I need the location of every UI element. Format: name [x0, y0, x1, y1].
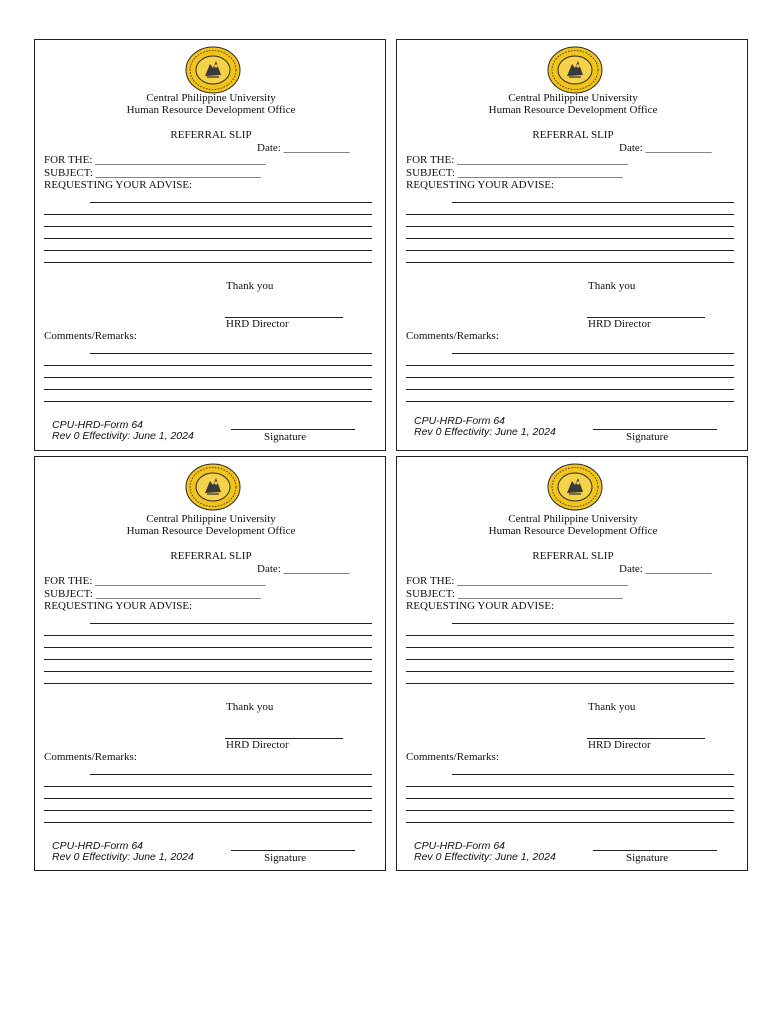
- advise-line[interactable]: [44, 671, 372, 672]
- form-code: CPU-HRD-Form 64: [52, 840, 144, 852]
- advise-line[interactable]: [406, 683, 734, 684]
- advise-line[interactable]: [44, 659, 372, 660]
- comments-line[interactable]: [406, 377, 734, 378]
- form-code: CPU-HRD-Form 64: [414, 840, 506, 852]
- comments-line[interactable]: [44, 798, 372, 799]
- thank-you-text: Thank you: [588, 701, 636, 713]
- hrd-director-label: HRD Director: [226, 318, 289, 330]
- comments-line[interactable]: [452, 353, 734, 354]
- university-name: Central Philippine University: [146, 92, 276, 104]
- effectivity-text: Rev 0 Effectivity: June 1, 2024: [414, 851, 556, 863]
- effectivity-text: Rev 0 Effectivity: June 1, 2024: [52, 851, 194, 863]
- form-code: CPU-HRD-Form 64: [52, 419, 144, 431]
- comments-line[interactable]: [44, 810, 372, 811]
- signature-label: Signature: [264, 852, 307, 864]
- advise-line[interactable]: [406, 250, 734, 251]
- referral-slip-2: [396, 39, 748, 451]
- advise-label: REQUESTING YOUR ADVISE:: [44, 600, 193, 612]
- signature-label: Signature: [626, 431, 669, 443]
- advise-line[interactable]: [406, 635, 734, 636]
- hrd-director-label: HRD Director: [588, 739, 651, 751]
- university-seal-icon: [185, 46, 241, 94]
- referral-slip-1: [34, 39, 386, 451]
- advise-line[interactable]: [406, 659, 734, 660]
- comments-label: Comments/Remarks:: [406, 330, 499, 342]
- advise-line[interactable]: [452, 623, 734, 624]
- advise-line[interactable]: [44, 647, 372, 648]
- signature-line[interactable]: [593, 429, 717, 430]
- university-seal-icon: [547, 46, 603, 94]
- comments-line[interactable]: [44, 786, 372, 787]
- advise-line[interactable]: [406, 647, 734, 648]
- comments-line[interactable]: [406, 401, 734, 402]
- advise-line[interactable]: [44, 226, 372, 227]
- thank-you-text: Thank you: [226, 701, 274, 713]
- comments-line[interactable]: [44, 822, 372, 823]
- date-field[interactable]: Date: ____________: [619, 563, 712, 575]
- advise-line[interactable]: [90, 623, 372, 624]
- hrd-director-label: HRD Director: [588, 318, 651, 330]
- comments-label: Comments/Remarks:: [406, 751, 499, 763]
- comments-line[interactable]: [406, 810, 734, 811]
- hrd-director-signature-line[interactable]: [587, 317, 705, 318]
- advise-line[interactable]: [44, 683, 372, 684]
- signature-line[interactable]: [593, 850, 717, 851]
- comments-line[interactable]: [406, 389, 734, 390]
- date-field[interactable]: Date: ____________: [257, 563, 350, 575]
- hrd-director-signature-line[interactable]: [587, 738, 705, 739]
- university-seal-icon: [547, 463, 603, 511]
- subject-field[interactable]: SUBJECT: ______________________________: [406, 167, 623, 179]
- referral-slip-3: [34, 456, 386, 871]
- signature-label: Signature: [264, 431, 307, 443]
- comments-line[interactable]: [44, 401, 372, 402]
- form-code: CPU-HRD-Form 64: [414, 415, 506, 427]
- for-the-field[interactable]: FOR THE: _______________________________: [406, 575, 628, 587]
- office-name: Human Resource Development Office: [488, 525, 658, 537]
- advise-line[interactable]: [44, 262, 372, 263]
- date-field[interactable]: Date: ____________: [619, 142, 712, 154]
- comments-line[interactable]: [452, 774, 734, 775]
- comments-line[interactable]: [44, 389, 372, 390]
- signature-label: Signature: [626, 852, 669, 864]
- effectivity-text: Rev 0 Effectivity: June 1, 2024: [414, 426, 556, 438]
- hrd-director-label: HRD Director: [226, 739, 289, 751]
- office-name: Human Resource Development Office: [488, 104, 658, 116]
- comments-line[interactable]: [406, 786, 734, 787]
- for-the-field[interactable]: FOR THE: _______________________________: [406, 154, 628, 166]
- advise-label: REQUESTING YOUR ADVISE:: [406, 179, 555, 191]
- university-name: Central Philippine University: [146, 513, 276, 525]
- advise-line[interactable]: [406, 262, 734, 263]
- office-name: Human Resource Development Office: [126, 525, 296, 537]
- thank-you-text: Thank you: [588, 280, 636, 292]
- effectivity-text: Rev 0 Effectivity: June 1, 2024: [52, 430, 194, 442]
- thank-you-text: Thank you: [226, 280, 274, 292]
- advise-label: REQUESTING YOUR ADVISE:: [406, 600, 555, 612]
- slip-title: REFERRAL SLIP: [170, 129, 252, 141]
- subject-field[interactable]: SUBJECT: ______________________________: [406, 588, 623, 600]
- comments-line[interactable]: [44, 377, 372, 378]
- comments-line[interactable]: [406, 822, 734, 823]
- advise-line[interactable]: [44, 214, 372, 215]
- advise-line[interactable]: [406, 238, 734, 239]
- advise-line[interactable]: [44, 250, 372, 251]
- signature-line[interactable]: [231, 850, 355, 851]
- advise-line[interactable]: [44, 238, 372, 239]
- advise-label: REQUESTING YOUR ADVISE:: [44, 179, 193, 191]
- advise-line[interactable]: [406, 214, 734, 215]
- university-seal-icon: [185, 463, 241, 511]
- comments-line[interactable]: [406, 365, 734, 366]
- date-field[interactable]: Date: ____________: [257, 142, 350, 154]
- comments-label: Comments/Remarks:: [44, 330, 137, 342]
- for-the-field[interactable]: FOR THE: _______________________________: [44, 154, 266, 166]
- hrd-director-signature-line[interactable]: [225, 738, 343, 739]
- advise-line[interactable]: [44, 635, 372, 636]
- subject-field[interactable]: SUBJECT: ______________________________: [44, 588, 261, 600]
- comments-label: Comments/Remarks:: [44, 751, 137, 763]
- for-the-field[interactable]: FOR THE: _______________________________: [44, 575, 266, 587]
- slip-title: REFERRAL SLIP: [532, 550, 614, 562]
- advise-line[interactable]: [406, 226, 734, 227]
- university-name: Central Philippine University: [508, 513, 638, 525]
- office-name: Human Resource Development Office: [126, 104, 296, 116]
- signature-line[interactable]: [231, 429, 355, 430]
- advise-line[interactable]: [406, 671, 734, 672]
- university-name: Central Philippine University: [508, 92, 638, 104]
- advise-line[interactable]: [90, 202, 372, 203]
- referral-slip-4: [396, 456, 748, 871]
- comments-line[interactable]: [90, 774, 372, 775]
- slip-title: REFERRAL SLIP: [170, 550, 252, 562]
- slip-title: REFERRAL SLIP: [532, 129, 614, 141]
- comments-line[interactable]: [90, 353, 372, 354]
- hrd-director-signature-line[interactable]: [225, 317, 343, 318]
- comments-line[interactable]: [406, 798, 734, 799]
- advise-line[interactable]: [452, 202, 734, 203]
- comments-line[interactable]: [44, 365, 372, 366]
- subject-field[interactable]: SUBJECT: ______________________________: [44, 167, 261, 179]
